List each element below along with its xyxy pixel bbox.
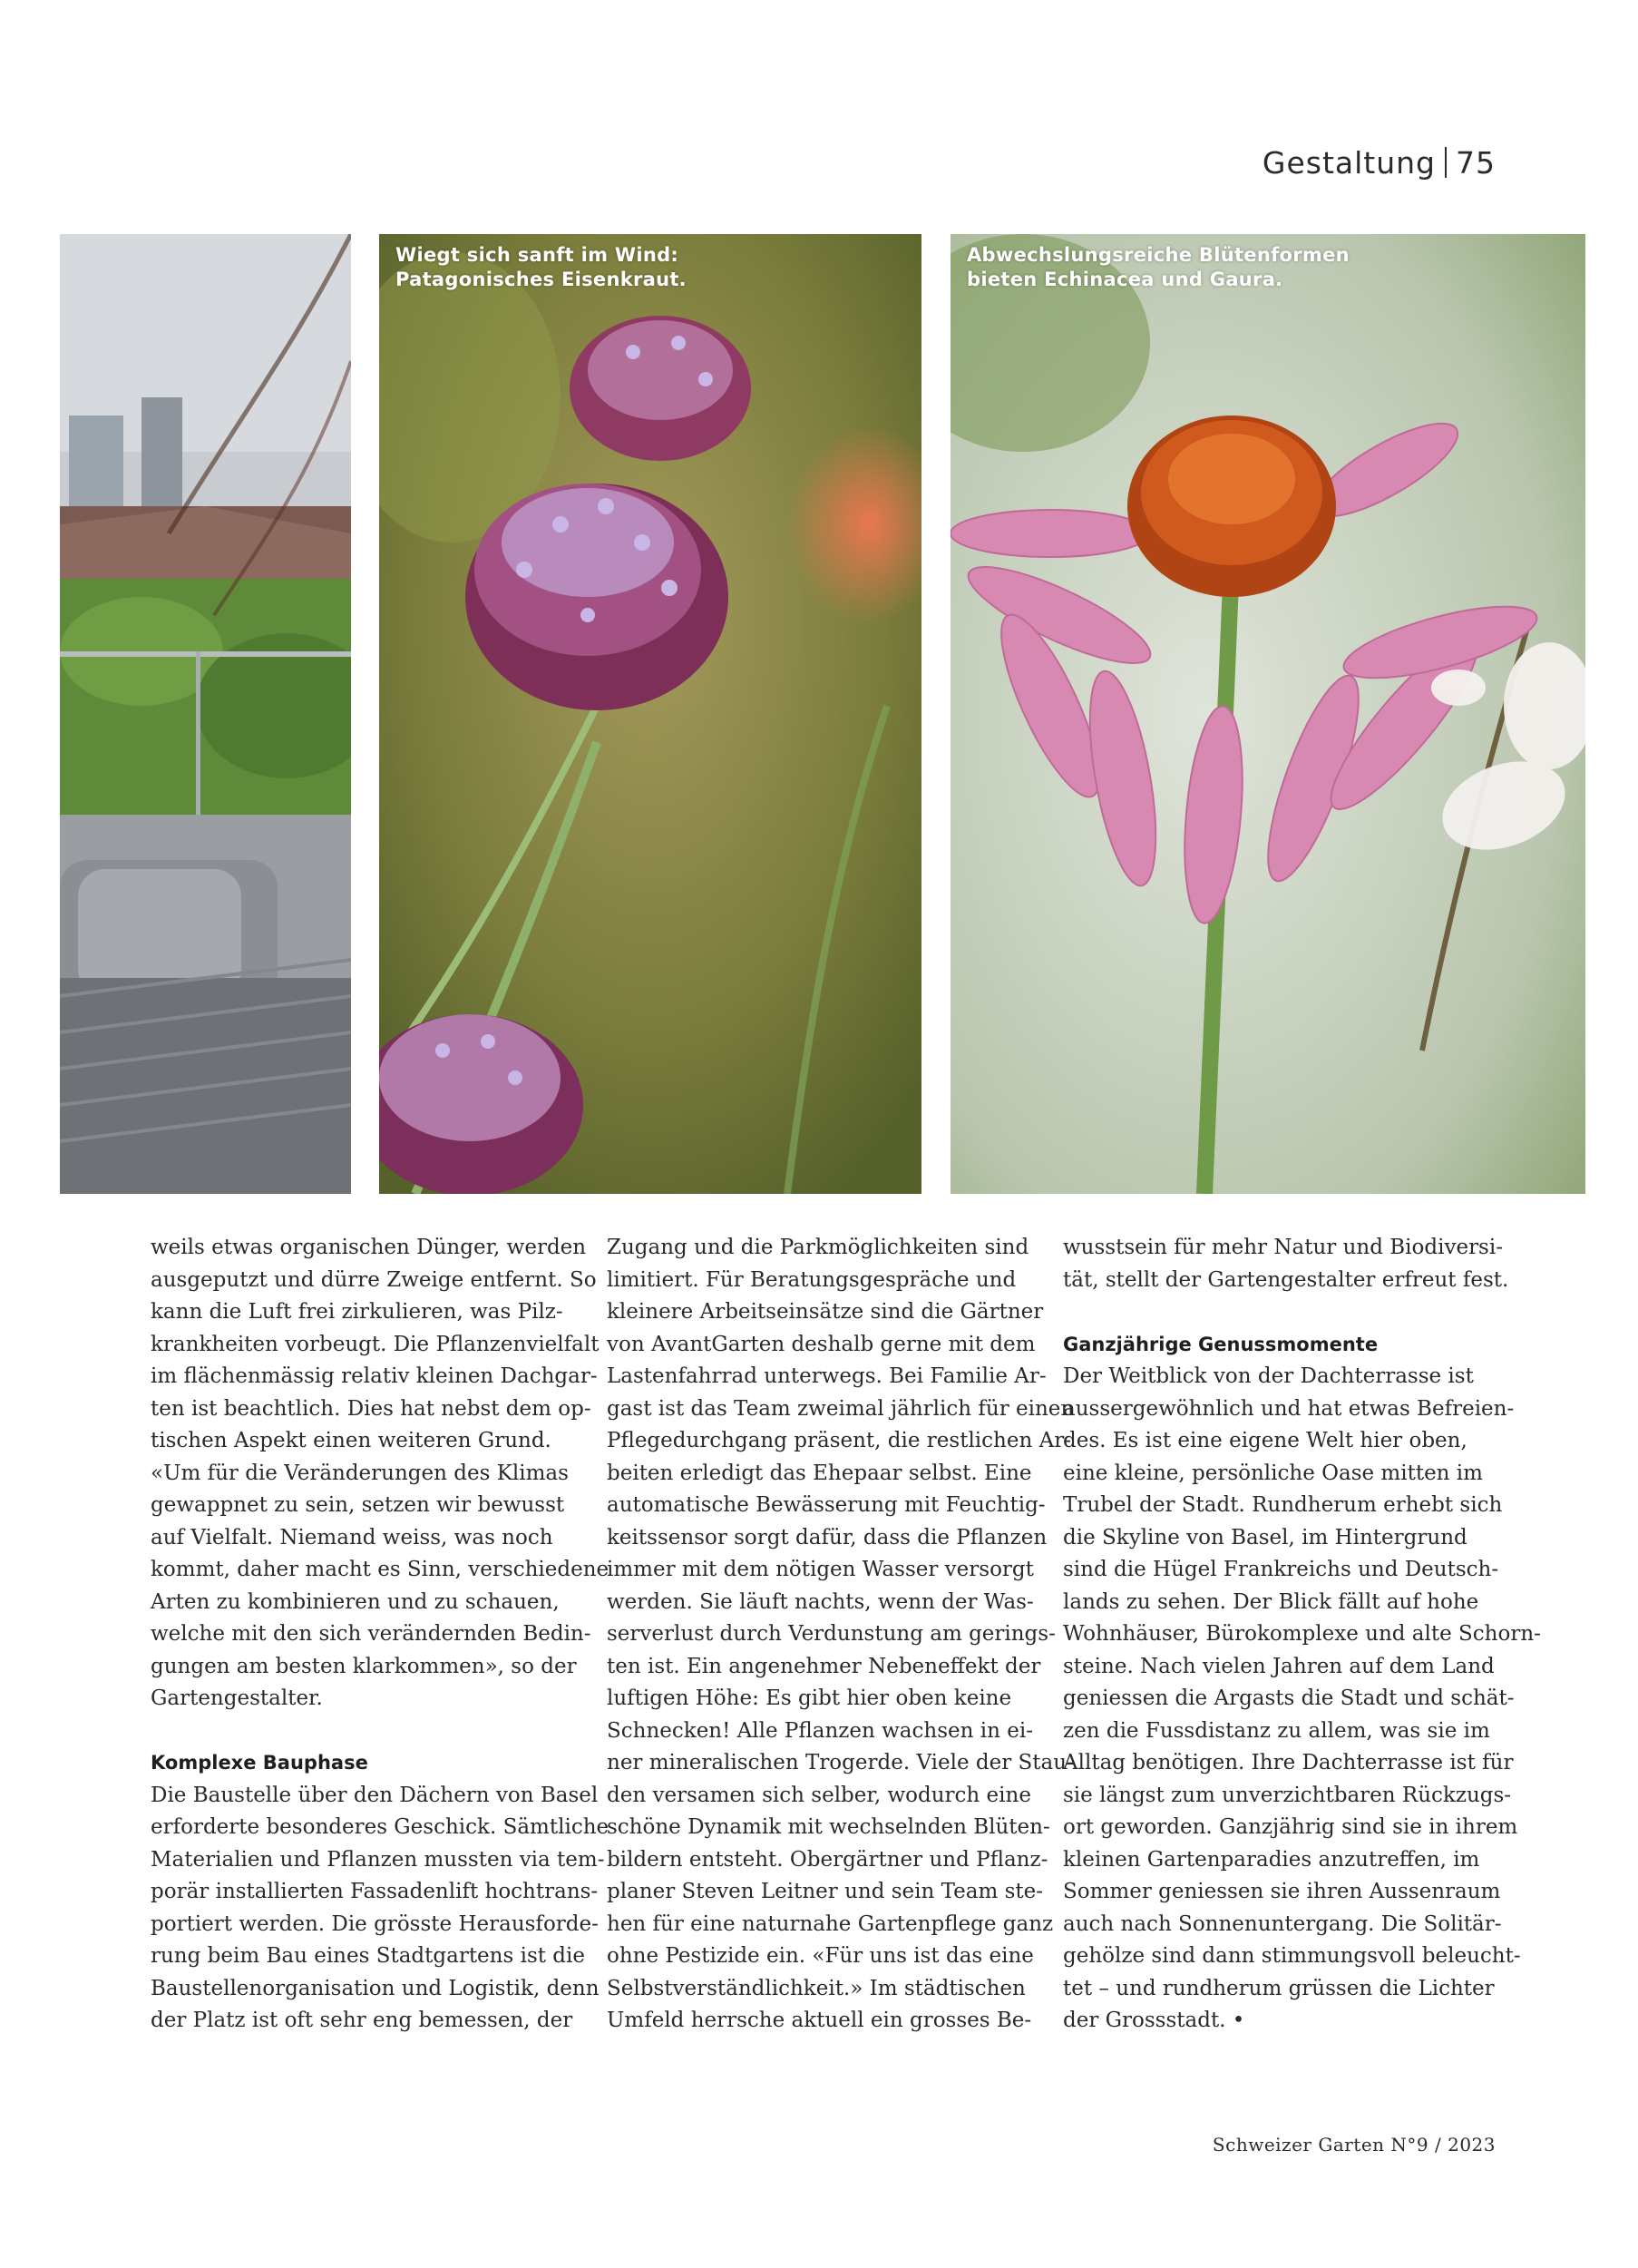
text-line: werden. Sie läuft nachts, wenn der Was- xyxy=(607,1589,1034,1614)
text-line: der Platz ist oft sehr eng bemessen, der xyxy=(151,2009,573,2032)
photo-echinacea xyxy=(951,234,1585,1194)
text-line: Der Weitblick von der Dachterrasse ist xyxy=(1063,1364,1474,1388)
text-line: rung beim Bau eines Stadtgartens ist die xyxy=(151,1944,586,1968)
paragraph xyxy=(1063,1361,1541,2038)
caption-line: Patagonisches Eisenkraut. xyxy=(395,269,687,290)
echinacea-image xyxy=(951,234,1585,1194)
subheading-komplexe-bauphase: Komplexe Bauphase xyxy=(151,1752,368,1774)
text-line: tischen Aspekt einen weiteren Grund. xyxy=(151,1429,551,1452)
text-column-2 xyxy=(607,1232,1075,2038)
text-line: sind die Hügel Frankreichs und Deutsch- xyxy=(1063,1558,1499,1581)
text-line: Arten zu kombinieren und zu schauen, xyxy=(151,1589,560,1614)
text-line: ausgeputzt und dürre Zweige entfernt. So xyxy=(151,1267,597,1292)
text-line: serverlust durch Verdunstung am gerings- xyxy=(607,1622,1056,1646)
section-title: Gestaltung xyxy=(1262,145,1436,181)
text-line: schöne Dynamik mit wechselnden Blüten- xyxy=(607,1815,1050,1839)
text-line: welche mit den sich verändernden Bedin- xyxy=(151,1622,591,1646)
text-line: Lastenfahrrad unterwegs. Bei Familie Ar- xyxy=(607,1364,1047,1388)
text-line: kommt, daher macht es Sinn, verschiedene xyxy=(151,1558,609,1581)
text-line: krankheiten vorbeugt. Die Pflanzenvielfalt xyxy=(151,1332,600,1356)
caption-echinacea xyxy=(967,243,1350,292)
paragraph xyxy=(607,1232,1075,2038)
text-line: Gartengestalter. xyxy=(151,1686,323,1710)
text-line: limitiert. Für Beratungsgespräche und xyxy=(607,1267,1017,1292)
text-line: «Um für die Veränderungen des Klimas xyxy=(151,1461,569,1485)
text-line: hen für eine naturnahe Gartenpflege ganz xyxy=(607,1911,1054,1936)
text-line: ort geworden. Ganzjährig sind sie in ihrem xyxy=(1063,1815,1518,1839)
text-line: Zugang und die Parkmöglichkeiten sind xyxy=(607,1236,1029,1259)
text-line: immer mit dem nötigen Wasser versorgt xyxy=(607,1558,1034,1581)
verbena-image xyxy=(379,234,921,1194)
text-line: weils etwas organischen Dünger, werden xyxy=(151,1236,587,1259)
text-line: im flächenmässig relativ kleinen Dachgar- xyxy=(151,1364,598,1388)
paragraph xyxy=(1063,1232,1509,1296)
paragraph xyxy=(151,1780,609,2038)
text-line: auf Vielfalt. Niemand weiss, was noch xyxy=(151,1525,553,1549)
text-line: keitssensor sorgt dafür, dass die Pflanzen xyxy=(607,1525,1048,1549)
text-line: wusstsein für mehr Natur und Biodiversi- xyxy=(1063,1236,1503,1259)
subheading-ganzjaehrige-genussmomente: Ganzjährige Genussmomente xyxy=(1063,1333,1379,1355)
text-line: sie längst zum unverzichtbaren Rückzugs- xyxy=(1063,1783,1512,1807)
text-line: tät, stellt der Gartengestalter erfreut fest. xyxy=(1063,1267,1509,1292)
caption-line: Wiegt sich sanft im Wind: xyxy=(395,244,679,266)
text-line: Trubel der Stadt. Rundherum erhebt sich xyxy=(1063,1493,1503,1517)
caption-line: Abwechslungsreiche Blütenformen xyxy=(967,244,1350,266)
text-line: planer Steven Leitner und sein Team ste- xyxy=(607,1880,1044,1903)
text-line: gewappnet zu sein, setzen wir bewusst xyxy=(151,1493,565,1517)
text-line: automatische Bewässerung mit Feuchtig- xyxy=(607,1493,1046,1517)
text-line: bildern entsteht. Obergärtner und Pflanz- xyxy=(607,1847,1048,1872)
text-line: Pflegedurchgang präsent, die restlichen Ar- xyxy=(607,1429,1071,1452)
text-line: die Skyline von Basel, im Hintergrund xyxy=(1063,1525,1467,1549)
text-line: Alltag benötigen. Ihre Dachterrasse ist für xyxy=(1063,1751,1514,1774)
text-line: Wohnhäuser, Bürokomplexe und alte Schorn- xyxy=(1063,1622,1541,1646)
text-line: Baustellenorganisation und Logistik, denn xyxy=(151,1976,600,2000)
text-line: auch nach Sonnenuntergang. Die Solitär- xyxy=(1063,1911,1502,1936)
text-line: luftigen Höhe: Es gibt hier oben keine xyxy=(607,1686,1012,1710)
text-line: Schnecken! Alle Pflanzen wachsen in ei- xyxy=(607,1718,1033,1743)
text-line: beiten erledigt das Ehepaar selbst. Eine xyxy=(607,1461,1032,1485)
text-line: gungen am besten klarkommen», so der xyxy=(151,1654,577,1678)
text-line: aussergewöhnlich und hat etwas Befreien- xyxy=(1063,1396,1515,1421)
text-line: Sommer geniessen sie ihren Aussenraum xyxy=(1063,1880,1501,1903)
text-column-1 xyxy=(151,1232,609,2038)
text-line: ten ist. Ein angenehmer Nebeneffekt der xyxy=(607,1654,1041,1678)
text-line: lands zu sehen. Der Blick fällt auf hohe xyxy=(1063,1589,1479,1614)
text-line: Die Baustelle über den Dächern von Basel xyxy=(151,1783,599,1807)
text-line: von AvantGarten deshalb gerne mit dem xyxy=(607,1332,1036,1356)
text-line: der Grossstadt. • xyxy=(1063,2009,1245,2032)
text-line: steine. Nach vielen Jahren auf dem Land xyxy=(1063,1654,1495,1678)
header-divider xyxy=(1445,147,1447,178)
paragraph xyxy=(151,1232,609,1716)
text-column-3 xyxy=(1063,1232,1541,2038)
text-line: eine kleine, persönliche Oase mitten im xyxy=(1063,1461,1483,1485)
page-header xyxy=(1263,145,1496,181)
text-line: ohne Pestizide ein. «Für uns ist das eine xyxy=(607,1944,1034,1968)
page-number: 75 xyxy=(1456,145,1496,181)
text-line: Selbstverständlichkeit.» Im städtischen xyxy=(607,1976,1026,2000)
text-line: ten ist beachtlich. Dies hat nebst dem op- xyxy=(151,1396,591,1421)
text-line: tet – und rundherum grüssen die Lichter xyxy=(1063,1976,1495,2000)
text-line: porär installierten Fassadenlift hochtrans- xyxy=(151,1880,599,1903)
text-line: geniessen die Argasts die Stadt und schät- xyxy=(1063,1686,1515,1710)
text-line: zen die Fussdistanz zu allem, was sie im xyxy=(1063,1718,1490,1743)
caption-line: bieten Echinacea und Gaura. xyxy=(967,269,1283,290)
text-line: gehölze sind dann stimmungsvoll beleucht- xyxy=(1063,1944,1521,1968)
text-line: kleinen Gartenparadies anzutreffen, im xyxy=(1063,1847,1480,1872)
text-line: ner mineralischen Trogerde. Viele der Stau- xyxy=(607,1751,1074,1774)
text-line: portiert werden. Die grösste Herausforde- xyxy=(151,1911,599,1936)
rooftop-terrace-image xyxy=(60,234,351,1194)
text-line: den versamen sich selber, wodurch eine xyxy=(607,1783,1031,1807)
text-line: gast ist das Team zweimal jährlich für einen xyxy=(607,1396,1075,1421)
page-footer: Schweizer Garten N°9 / 2023 xyxy=(1212,2134,1496,2156)
text-line: des. Es ist eine eigene Welt hier oben, xyxy=(1063,1429,1467,1452)
text-line: Materialien und Pflanzen mussten via tem- xyxy=(151,1847,605,1872)
photo-rooftop-terrace xyxy=(60,234,351,1194)
text-line: kleinere Arbeitseinsätze sind die Gärtner xyxy=(607,1300,1044,1324)
photo-verbena xyxy=(379,234,921,1194)
caption-verbena xyxy=(395,243,687,292)
text-line: erforderte besonderes Geschick. Sämtliche xyxy=(151,1815,609,1839)
text-line: kann die Luft frei zirkulieren, was Pilz- xyxy=(151,1300,563,1324)
text-line: Umfeld herrsche aktuell ein grosses Be- xyxy=(607,2009,1032,2032)
